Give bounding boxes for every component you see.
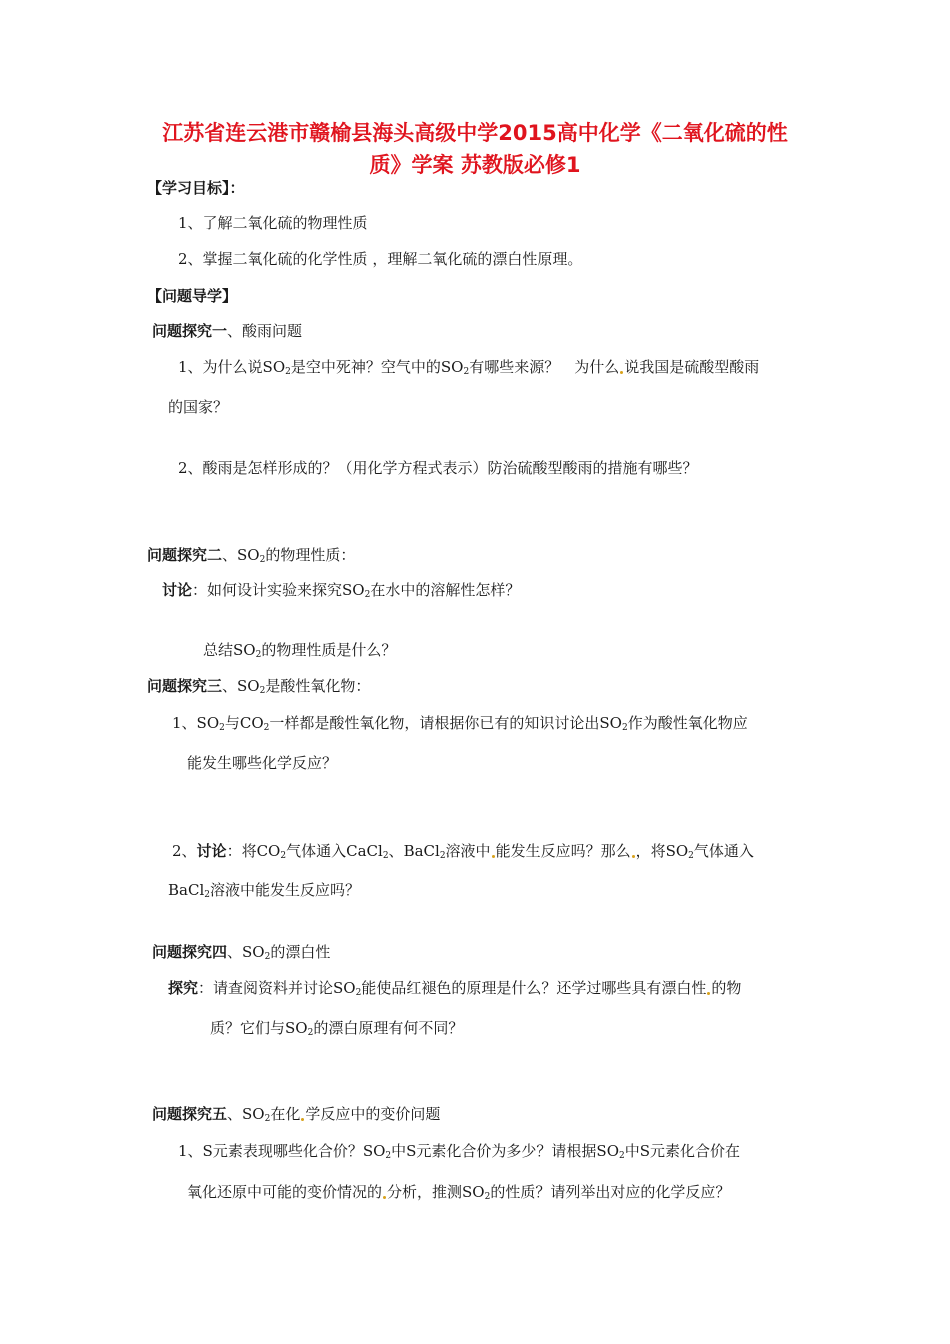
formula-so2: SO <box>440 358 464 376</box>
subscript: 2 <box>259 686 266 696</box>
part5-question-1-continued <box>187 1182 730 1207</box>
part2-discussion <box>162 580 520 605</box>
objectives-heading: 【学习目标】： <box>147 179 245 197</box>
subscript: 2 <box>204 890 210 900</box>
text-span: ：如何设计实验来探究 <box>192 581 343 599</box>
subscript: 2 <box>263 723 270 733</box>
text-span: 总结 <box>203 641 234 659</box>
text-span: 有哪些来源？ 为什么 <box>469 358 620 376</box>
part2-heading <box>147 545 355 570</box>
text-span: 能发生反应吗？那么 <box>495 842 631 860</box>
discussion-label: 讨论 <box>196 842 227 860</box>
text-span: ：请查阅资料并讨论 <box>198 979 334 997</box>
subscript: 2 <box>280 851 287 861</box>
text-span: 1、为什么说 <box>178 358 263 376</box>
text-span: 中S元素化合价为多少？请根据 <box>391 1142 597 1160</box>
text-span: 作为酸性氧化物应 <box>627 714 748 732</box>
part3-heading <box>147 676 370 701</box>
part3-question-2 <box>172 841 754 866</box>
text-span: 的物 <box>711 979 742 997</box>
formula-so2: SO <box>242 943 265 961</box>
formula-so2: SO <box>362 1142 386 1160</box>
formula-so2: SO <box>599 714 622 732</box>
part3-label: 问题探究三 <box>147 677 223 695</box>
text-span: 质？它们与 <box>210 1019 286 1037</box>
part1-question-1 <box>178 357 759 382</box>
formula-so2: SO <box>462 1183 485 1201</box>
text-span: 溶液中 <box>445 842 491 860</box>
part3-question-2-continued <box>168 880 360 905</box>
part1-label: 问题探究一 <box>152 322 228 340</box>
text-span: ：将 <box>226 842 257 860</box>
formula-so2: SO <box>233 641 256 659</box>
document-title-line1: 江苏省连云港市赣榆县海头高级中学2015高中化学《二氧化硫的性 <box>162 121 788 145</box>
text-span: 的漂白原理有何不同？ <box>313 1019 464 1037</box>
part3-question-1 <box>172 713 748 738</box>
annotation-dot <box>707 992 710 995</box>
formula-cacl2: CaCl <box>346 842 383 860</box>
text-span: ，将 <box>635 842 666 860</box>
subscript: 2 <box>484 1192 491 1202</box>
part5-heading <box>152 1104 440 1129</box>
annotation-dot <box>492 855 495 858</box>
objective-item-2: 2、掌握二氧化硫的化学性质 ，理解二氧化硫的漂白性原理。 <box>178 250 583 268</box>
text-span: 、 <box>388 842 404 860</box>
subscript: 2 <box>285 367 291 377</box>
part2-label: 问题探究二 <box>147 546 223 564</box>
text-span: 一样都是酸性氧化物，请根据你已有的知识讨论出 <box>269 714 600 732</box>
annotation-dot <box>301 1118 304 1121</box>
part4-label: 问题探究四 <box>152 943 228 961</box>
subscript: 2 <box>621 723 628 733</box>
subscript: 2 <box>382 851 389 861</box>
objective-item-1: 1、了解二氧化硫的物理性质 <box>178 214 368 232</box>
part4-heading <box>152 942 330 967</box>
text-span: 1、S元素表现哪些化合价？ <box>178 1142 363 1160</box>
discussion-label: 讨论 <box>162 581 193 599</box>
subscript: 2 <box>264 1114 271 1124</box>
formula-co2: CO <box>256 842 281 860</box>
annotation-dot <box>383 1196 386 1199</box>
subscript: 2 <box>688 851 694 861</box>
part1-topic: 、酸雨问题 <box>227 322 303 340</box>
text-span: 在化 <box>270 1105 301 1123</box>
text-span: 2、 <box>172 842 197 860</box>
formula-so2: SO <box>333 979 356 997</box>
text-span: 、 <box>227 1105 243 1123</box>
part5-label: 问题探究五 <box>152 1105 228 1123</box>
part1-heading <box>152 321 302 341</box>
text-span: 分析，推测 <box>387 1183 463 1201</box>
part4-explore-continued <box>210 1018 463 1043</box>
subscript: 2 <box>259 555 266 565</box>
formula-so2: SO <box>237 677 260 695</box>
text-span: 的物理性质是什么？ <box>261 641 397 659</box>
part4-explore <box>168 978 741 1003</box>
part5-question-1 <box>178 1141 740 1166</box>
part2-summary <box>203 640 396 665</box>
formula-so2: SO <box>596 1142 619 1160</box>
subscript: 2 <box>463 367 470 377</box>
explore-label: 探究 <box>168 979 199 997</box>
text-span: 是空中死神？空气中的 <box>290 358 441 376</box>
formula-so2: SO <box>196 714 220 732</box>
text-span: 能使品红褪色的原理是什么？还学过哪些具有漂白性 <box>361 979 707 997</box>
subscript: 2 <box>219 723 225 733</box>
text-span: 是酸性氧化物： <box>265 677 371 695</box>
text-span: 、 <box>222 677 238 695</box>
formula-so2: SO <box>665 842 689 860</box>
text-span: 、 <box>222 546 238 564</box>
text-span: 说我国是硫酸型酸雨 <box>624 358 760 376</box>
text-span: 学反应中的变价问题 <box>305 1105 441 1123</box>
document-title-line2: 质》学案 苏教版必修1 <box>369 153 581 177</box>
formula-so2: SO <box>242 1105 265 1123</box>
formula-co2: CO <box>239 714 264 732</box>
formula-so2: SO <box>342 581 365 599</box>
subscript: 2 <box>355 988 362 998</box>
text-span: 1、 <box>172 714 197 732</box>
formula-so2: SO <box>237 546 260 564</box>
subscript: 2 <box>385 1151 392 1161</box>
annotation-dot <box>632 855 635 858</box>
subscript: 2 <box>364 590 371 600</box>
text-span: 的物理性质： <box>265 546 356 564</box>
text-span: 在水中的溶解性怎样？ <box>370 581 521 599</box>
part3-question-1-continued: 能发生哪些化学反应？ <box>187 754 338 772</box>
subscript: 2 <box>439 851 446 861</box>
text-span: 中S元素化合价在 <box>624 1142 741 1160</box>
formula-bacl2: BaCl <box>168 881 205 899</box>
text-span: 的漂白性 <box>270 943 331 961</box>
text-span: 与 <box>224 714 240 732</box>
formula-bacl2: BaCl <box>403 842 440 860</box>
formula-so2: SO <box>285 1019 308 1037</box>
part1-question-1-continued: 的国家？ <box>168 398 229 416</box>
formula-so2: SO <box>262 358 286 376</box>
subscript: 2 <box>255 650 262 660</box>
text-span: 氧化还原中可能的变价情况的 <box>187 1183 383 1201</box>
text-span: 溶液中能发生反应吗？ <box>209 881 360 899</box>
part1-question-2: 2、酸雨是怎样形成的？（用化学方程式表示）防治硫酸型酸雨的措施有哪些？ <box>178 459 698 477</box>
subscript: 2 <box>264 952 271 962</box>
subscript: 2 <box>307 1028 314 1038</box>
guide-heading: 【问题导学】 <box>147 287 238 305</box>
text-span: 气体通入 <box>693 842 754 860</box>
text-span: 、 <box>227 943 243 961</box>
text-span: 气体通入 <box>286 842 347 860</box>
subscript: 2 <box>619 1151 625 1161</box>
text-span: 的性质？请列举出对应的化学反应？ <box>490 1183 731 1201</box>
annotation-dot <box>620 371 623 374</box>
